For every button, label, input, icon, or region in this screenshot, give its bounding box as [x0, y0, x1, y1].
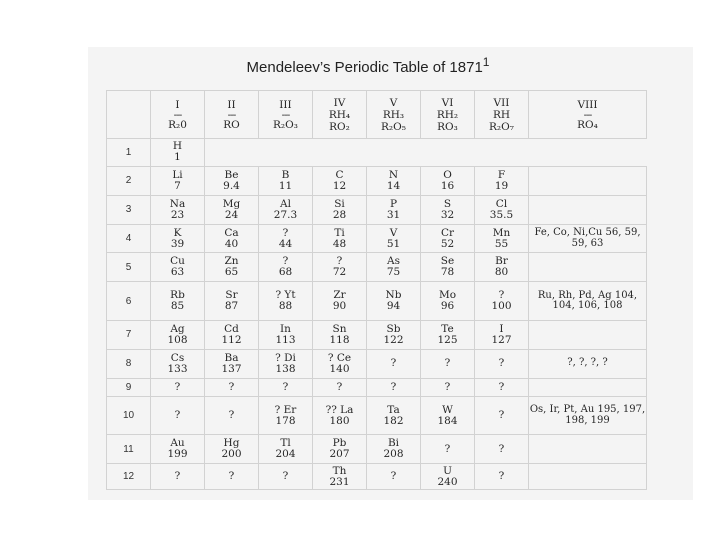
element-cell [475, 195, 529, 224]
element-symbol: ? Di [275, 351, 296, 364]
group-line: RH₄ [328, 108, 351, 121]
group-header-i [151, 91, 205, 139]
table-row [107, 435, 647, 464]
element-cell [367, 166, 421, 195]
element-symbol: ? [228, 409, 235, 422]
element-symbol: Au [170, 437, 185, 450]
element-cell [313, 349, 367, 378]
group-formula: RO [223, 118, 240, 131]
element-cell [367, 396, 421, 435]
element-cell [367, 320, 421, 349]
atomic-weight: 1 [174, 151, 181, 164]
element-cell [313, 282, 367, 321]
atomic-weight: 14 [386, 179, 401, 192]
element-cell [259, 320, 313, 349]
element-symbol: Sb [386, 322, 401, 335]
element-symbol: ? [498, 289, 505, 302]
element-symbol: Mo [438, 289, 457, 302]
group-line: --- [173, 108, 182, 121]
element-cell [205, 320, 259, 349]
element-symbol: Se [440, 255, 455, 268]
element-symbol: ? [498, 380, 505, 393]
element-cell [421, 166, 475, 195]
element-cell [151, 320, 205, 349]
table-row [107, 464, 647, 490]
table-row [107, 224, 647, 253]
element-cell [421, 195, 475, 224]
element-symbol: ? [498, 470, 505, 483]
element-symbol: Si [334, 197, 345, 210]
element-cell [475, 320, 529, 349]
element-symbol: V [389, 226, 398, 239]
element-symbol: ? [498, 442, 505, 455]
group-header-iv [313, 91, 367, 139]
element-cell [205, 349, 259, 378]
title-footnote-mark: 1 [482, 55, 490, 69]
atomic-weight: 24 [224, 208, 239, 221]
element-cell [151, 435, 205, 464]
element-cell [205, 378, 259, 396]
element-symbol: Te [441, 322, 454, 335]
element-symbol: Hg [223, 437, 240, 450]
atomic-weight: 75 [386, 266, 401, 279]
element-cell [259, 378, 313, 396]
element-cell [151, 464, 205, 490]
group-formula: R₂O₃ [273, 118, 298, 131]
row-number: 7 [107, 320, 151, 349]
row-number: 3 [107, 195, 151, 224]
atomic-weight: 90 [332, 300, 347, 313]
atomic-weight: 88 [278, 300, 293, 313]
group-viii-cell: Fe, Co, Ni,Cu 56, 59, 59, 63 [529, 224, 647, 253]
atomic-weight: 125 [437, 333, 458, 346]
row-number: 8 [107, 349, 151, 378]
element-symbol: ? [444, 442, 451, 455]
element-symbol: ?? La [325, 403, 354, 416]
element-symbol: Cl [495, 197, 508, 210]
element-cell [205, 464, 259, 490]
atomic-weight: 32 [440, 208, 455, 221]
element-symbol: Cr [440, 226, 455, 239]
atomic-weight: 72 [332, 266, 347, 279]
group-line: --- [227, 108, 236, 121]
group-viii-cell [529, 195, 647, 224]
element-symbol: Zn [224, 255, 239, 268]
element-symbol: Cd [224, 322, 239, 335]
atomic-weight: 31 [386, 208, 401, 221]
atomic-weight: 182 [383, 414, 404, 427]
element-symbol: ? [228, 470, 235, 483]
element-symbol: Li [172, 168, 183, 181]
row-number: 5 [107, 253, 151, 282]
atomic-weight: 240 [437, 475, 458, 488]
row-number: 9 [107, 378, 151, 396]
element-symbol: Be [224, 168, 239, 181]
element-cell [475, 253, 529, 282]
element-cell [367, 282, 421, 321]
element-cell [151, 166, 205, 195]
element-cell [259, 435, 313, 464]
page-title [0, 55, 720, 76]
atomic-weight: 40 [224, 237, 239, 250]
table-row [107, 282, 647, 321]
table-row [107, 396, 647, 435]
atomic-weight: 178 [275, 414, 296, 427]
atomic-weight: 23 [170, 208, 185, 221]
element-symbol: Tl [280, 437, 291, 450]
element-symbol: ? [390, 470, 397, 483]
element-symbol: Sn [332, 322, 347, 335]
element-cell [421, 253, 475, 282]
element-cell [313, 435, 367, 464]
element-symbol: ? [444, 380, 451, 393]
element-cell [205, 195, 259, 224]
atomic-weight: 35.5 [489, 208, 514, 221]
element-symbol: W [442, 403, 453, 416]
group-header-vi [421, 91, 475, 139]
element-symbol: ? [444, 357, 451, 370]
atomic-weight: 138 [275, 362, 296, 375]
row-number: 12 [107, 464, 151, 490]
element-cell [259, 282, 313, 321]
element-symbol: H [172, 140, 183, 153]
element-cell [313, 320, 367, 349]
periodic-table [106, 90, 647, 490]
atomic-weight: 39 [170, 237, 185, 250]
element-symbol: ? [336, 255, 343, 268]
row-number: 2 [107, 166, 151, 195]
group-formula: R₂O₅ [381, 120, 406, 133]
element-cell [367, 224, 421, 253]
table-row [107, 253, 647, 282]
element-symbol: I [499, 322, 504, 335]
atomic-weight: 204 [275, 448, 296, 461]
element-symbol: Mg [222, 197, 241, 210]
element-cell [421, 435, 475, 464]
element-symbol: ? Er [274, 403, 297, 416]
atomic-weight: 100 [491, 300, 512, 313]
group-formula: R₂O₇ [489, 120, 514, 133]
table-row [107, 166, 647, 195]
element-symbol: ? [498, 409, 505, 422]
group-name: VIII [577, 98, 598, 111]
element-cell [151, 282, 205, 321]
atomic-weight: 51 [386, 237, 401, 250]
atomic-weight: 9.4 [223, 179, 240, 192]
group-line: --- [583, 108, 592, 121]
element-cell [205, 396, 259, 435]
group-line: RH [492, 108, 511, 121]
row-number: 11 [107, 435, 151, 464]
element-symbol: ? [228, 380, 235, 393]
element-cell [205, 224, 259, 253]
element-cell [421, 282, 475, 321]
atomic-weight: 137 [221, 362, 242, 375]
element-symbol: Na [169, 197, 186, 210]
element-cell [421, 378, 475, 396]
atomic-weight: 112 [221, 333, 242, 346]
element-cell [421, 139, 475, 167]
atomic-weight: 180 [329, 414, 350, 427]
element-cell [313, 378, 367, 396]
atomic-weight: 12 [332, 179, 347, 192]
element-symbol: Ag [170, 322, 185, 335]
atomic-weight: 48 [332, 237, 347, 250]
element-cell [205, 282, 259, 321]
atomic-weight: 28 [332, 208, 347, 221]
group-viii-cell [529, 253, 647, 282]
element-symbol: O [443, 168, 452, 181]
element-cell [367, 253, 421, 282]
group-viii-cell [529, 435, 647, 464]
element-cell [475, 349, 529, 378]
atomic-weight: 140 [329, 362, 350, 375]
title-text: Mendeleev’s Periodic Table of 1871 [246, 59, 483, 76]
element-symbol: ? [174, 380, 181, 393]
element-symbol: ? [498, 357, 505, 370]
element-symbol: ? [282, 226, 289, 239]
atomic-weight: 16 [440, 179, 455, 192]
element-symbol: U [443, 464, 452, 477]
atomic-weight: 94 [386, 300, 401, 313]
element-symbol: Th [332, 464, 347, 477]
element-symbol: Ba [224, 351, 239, 364]
element-symbol: Pb [332, 437, 347, 450]
group-formula: RO₃ [437, 120, 458, 133]
group-formula: R₂0 [168, 118, 187, 131]
element-symbol: Ta [387, 403, 400, 416]
element-cell [259, 224, 313, 253]
element-symbol: ? [390, 357, 397, 370]
group-name: VI [441, 96, 454, 109]
table-body [107, 139, 647, 490]
element-cell [151, 195, 205, 224]
group-name: IV [333, 96, 346, 109]
element-cell [367, 378, 421, 396]
element-cell [313, 195, 367, 224]
element-cell [367, 435, 421, 464]
atomic-weight: 19 [494, 179, 509, 192]
atomic-weight: 200 [221, 448, 242, 461]
table-row [107, 378, 647, 396]
corner-cell [107, 91, 151, 139]
element-cell [421, 349, 475, 378]
group-viii-cell [529, 166, 647, 195]
atomic-weight: 133 [167, 362, 188, 375]
atomic-weight: 113 [275, 333, 296, 346]
atomic-weight: 85 [170, 300, 185, 313]
element-cell [151, 139, 205, 167]
group-line: RH₂ [436, 108, 459, 121]
element-symbol: ? [174, 409, 181, 422]
element-cell [313, 464, 367, 490]
element-cell [151, 349, 205, 378]
atomic-weight: 184 [437, 414, 458, 427]
element-cell [313, 253, 367, 282]
element-symbol: Nb [385, 289, 402, 302]
element-symbol: S [443, 197, 452, 210]
element-symbol: K [173, 226, 182, 239]
element-symbol: ? [282, 380, 289, 393]
group-viii-cell: Os, Ir, Pt, Au 195, 197, 198, 199 [529, 396, 647, 435]
element-cell [367, 464, 421, 490]
element-cell [151, 396, 205, 435]
element-cell [151, 224, 205, 253]
atomic-weight: 80 [494, 266, 509, 279]
element-symbol: ? [336, 380, 343, 393]
element-cell [259, 349, 313, 378]
element-symbol: ? [174, 470, 181, 483]
element-cell [475, 464, 529, 490]
table-row [107, 195, 647, 224]
element-symbol: Sr [225, 289, 238, 302]
atomic-weight: 199 [167, 448, 188, 461]
table-row [107, 139, 647, 167]
element-cell [421, 320, 475, 349]
element-symbol: P [389, 197, 398, 210]
atomic-weight: 55 [494, 237, 509, 250]
group-viii-cell [529, 139, 647, 167]
group-header-ii [205, 91, 259, 139]
element-cell [259, 253, 313, 282]
group-viii-cell [529, 464, 647, 490]
group-name: II [227, 98, 236, 111]
element-symbol: ? [282, 255, 289, 268]
element-symbol: C [335, 168, 344, 181]
group-line: --- [281, 108, 290, 121]
element-cell [475, 282, 529, 321]
element-symbol: Ca [224, 226, 239, 239]
element-cell [205, 435, 259, 464]
table-row [107, 349, 647, 378]
group-viii-cell: ?, ?, ?, ? [529, 349, 647, 378]
element-cell [421, 396, 475, 435]
element-symbol: Ti [334, 226, 345, 239]
element-cell [367, 195, 421, 224]
element-cell [151, 253, 205, 282]
element-cell [475, 378, 529, 396]
element-cell [421, 464, 475, 490]
atomic-weight: 108 [167, 333, 188, 346]
row-number: 4 [107, 224, 151, 253]
element-symbol: Br [495, 255, 508, 268]
element-symbol: N [388, 168, 399, 181]
element-cell [259, 464, 313, 490]
atomic-weight: 208 [383, 448, 404, 461]
element-symbol: ? [390, 380, 397, 393]
atomic-weight: 27.3 [273, 208, 298, 221]
group-viii-cell: Ru, Rh, Pd, Ag 104, 104, 106, 108 [529, 282, 647, 321]
group-name: V [389, 96, 398, 109]
element-cell [367, 349, 421, 378]
element-symbol: F [497, 168, 506, 181]
element-symbol: ? Ce [327, 351, 352, 364]
atomic-weight: 78 [440, 266, 455, 279]
element-symbol: ? Yt [275, 289, 296, 302]
group-header-viii [529, 91, 647, 139]
element-symbol: Rb [170, 289, 185, 302]
element-symbol: B [281, 168, 290, 181]
atomic-weight: 7 [174, 179, 181, 192]
group-line: RH₃ [382, 108, 405, 121]
row-number: 6 [107, 282, 151, 321]
element-cell [205, 166, 259, 195]
atomic-weight: 118 [329, 333, 350, 346]
atomic-weight: 96 [440, 300, 455, 313]
element-symbol: ? [282, 470, 289, 483]
element-cell [313, 396, 367, 435]
group-name: III [279, 98, 292, 111]
group-name: VII [493, 96, 510, 109]
atomic-weight: 207 [329, 448, 350, 461]
atomic-weight: 63 [170, 266, 185, 279]
element-symbol: As [387, 255, 400, 268]
group-name: I [175, 98, 180, 111]
element-symbol: Zr [333, 289, 346, 302]
element-cell [205, 253, 259, 282]
group-formula: RO₄ [577, 118, 598, 131]
element-cell [205, 139, 259, 167]
group-viii-cell [529, 378, 647, 396]
element-cell [475, 396, 529, 435]
atomic-weight: 65 [224, 266, 239, 279]
element-cell [313, 166, 367, 195]
group-header-vii [475, 91, 529, 139]
atomic-weight: 127 [491, 333, 512, 346]
atomic-weight: 68 [278, 266, 293, 279]
element-cell [259, 166, 313, 195]
element-cell [421, 224, 475, 253]
group-header-row [107, 91, 647, 139]
table-row [107, 320, 647, 349]
row-number: 1 [107, 139, 151, 167]
atomic-weight: 11 [278, 179, 293, 192]
element-cell [259, 396, 313, 435]
element-cell [259, 195, 313, 224]
element-symbol: In [280, 322, 291, 335]
element-cell [475, 139, 529, 167]
group-header-v [367, 91, 421, 139]
atomic-weight: 231 [329, 475, 350, 488]
element-cell [475, 166, 529, 195]
group-formula: RO₂ [329, 120, 350, 133]
group-viii-cell [529, 320, 647, 349]
element-symbol: Cs [170, 351, 185, 364]
element-symbol: Mn [492, 226, 511, 239]
element-cell [151, 378, 205, 396]
element-cell [313, 224, 367, 253]
element-cell [313, 139, 367, 167]
row-number: 10 [107, 396, 151, 435]
element-symbol: Bi [387, 437, 400, 450]
element-cell [259, 139, 313, 167]
group-header-iii [259, 91, 313, 139]
element-symbol: Al [280, 197, 291, 210]
element-cell [475, 435, 529, 464]
atomic-weight: 87 [224, 300, 239, 313]
element-cell [475, 224, 529, 253]
atomic-weight: 122 [383, 333, 404, 346]
atomic-weight: 44 [278, 237, 293, 250]
element-cell [367, 139, 421, 167]
atomic-weight: 52 [440, 237, 455, 250]
element-symbol: Cu [170, 255, 185, 268]
